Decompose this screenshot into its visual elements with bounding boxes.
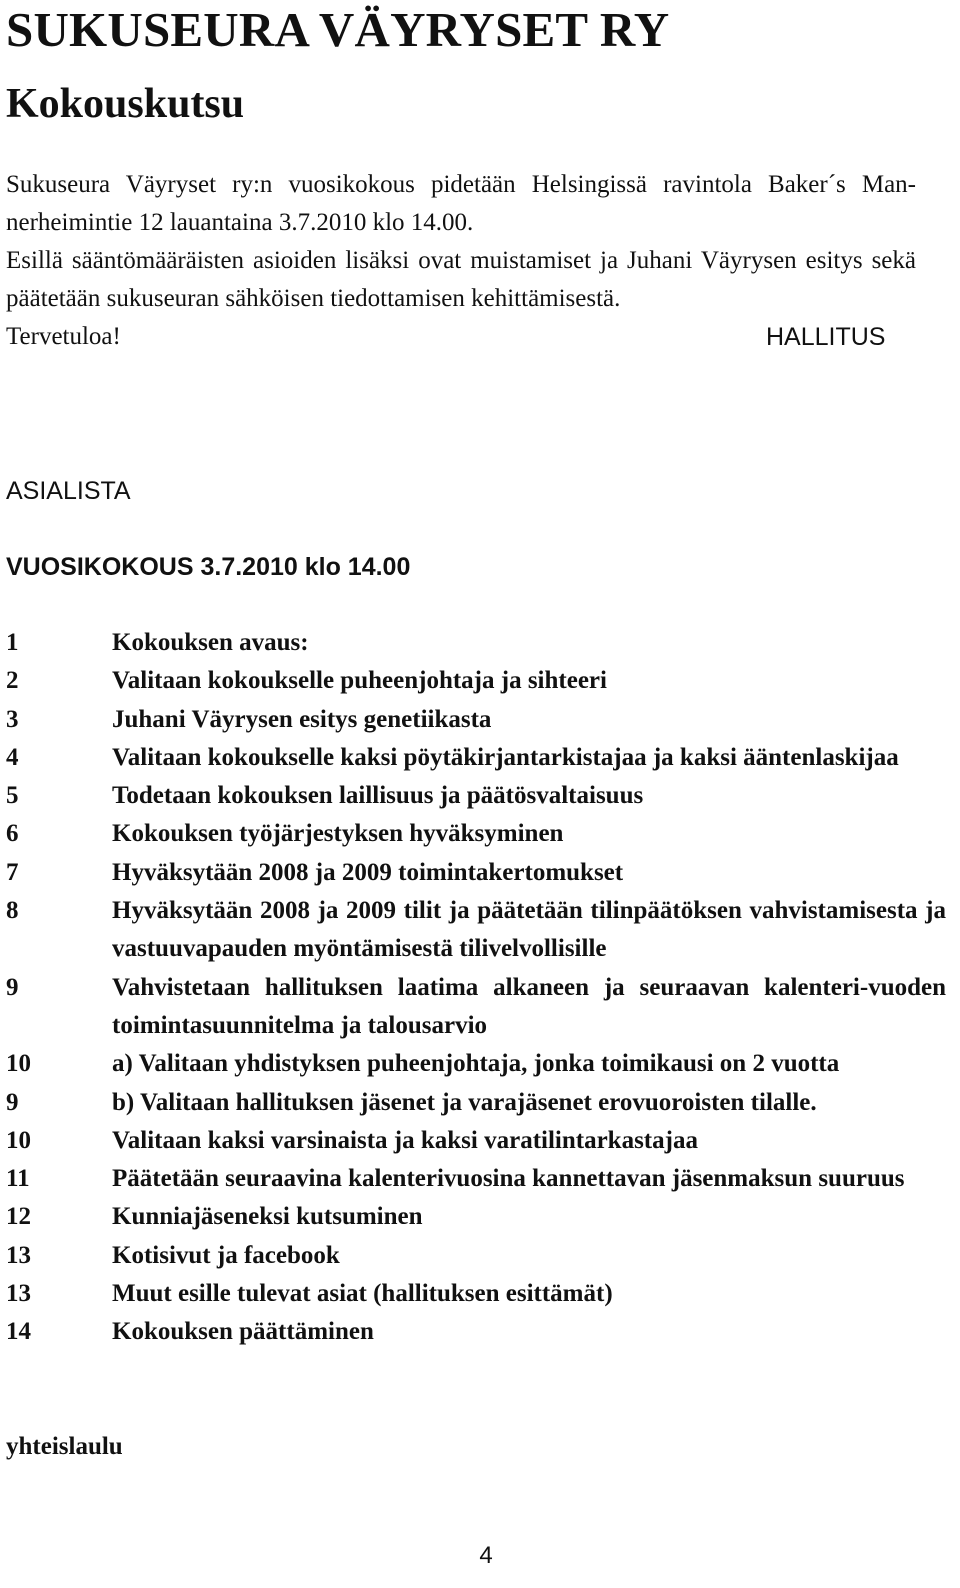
agenda-item-number: 13 <box>6 1280 31 1308</box>
agenda-list <box>6 624 946 1352</box>
agenda-heading: ASIALISTA <box>6 477 131 505</box>
agenda-item-text: Valitaan kokoukselle kaksi pöytäkirjantarkistajaa ja kaksi ääntenlaskijaa <box>112 743 899 771</box>
agenda-item-text: b) Valitaan hallituksen jäsenet ja varajäsenet erovuoroisten tilalle. <box>112 1088 817 1116</box>
agenda-item-number: 12 <box>6 1203 31 1231</box>
closing-note: yhteislaulu <box>6 1433 123 1460</box>
invitation-paragraph-2: Esillä sääntömääräisten asioiden lisäksi ovat muistamiset ja Juhani Väyrysen esitys sekä päätetään sukuseuran sähköisen tiedottamisen kehittämisestä. <box>6 247 916 312</box>
agenda-item <box>6 701 946 739</box>
agenda-item-number: 9 <box>6 1088 19 1116</box>
agenda-item-text: Kokouksen päättäminen <box>112 1318 374 1346</box>
agenda-item <box>6 815 946 853</box>
agenda-item-number: 8 <box>6 897 19 925</box>
page-number: 4 <box>479 1542 493 1569</box>
agenda-item <box>6 624 946 662</box>
welcome-text: Tervetuloa! <box>6 323 121 350</box>
agenda-item <box>6 854 946 892</box>
agenda-item <box>6 1084 946 1122</box>
agenda-item-text: a) Valitaan yhdistyksen puheenjohtaja, jonka toimikausi on 2 vuotta <box>112 1050 840 1078</box>
agenda-item-number: 10 <box>6 1126 31 1154</box>
agenda-item <box>6 1237 946 1275</box>
meeting-heading: VUOSIKOKOUS 3.7.2010 klo 14.00 <box>6 553 411 581</box>
agenda-item-number: 10 <box>6 1050 31 1078</box>
agenda-item-number: 13 <box>6 1241 31 1269</box>
invitation-text <box>6 166 916 318</box>
agenda-item <box>6 1275 946 1313</box>
agenda-item-number: 5 <box>6 782 19 810</box>
invitation-line-1: Sukuseura Väyryset ry:n vuosikokous pidetään Helsingissä ravintola Baker´s Man- <box>6 171 916 198</box>
agenda-item <box>6 777 946 815</box>
agenda-item-text: Todetaan kokouksen laillisuus ja päätösvaltaisuus <box>112 782 644 810</box>
agenda-item-text: Hyväksytään 2008 ja 2009 tilit ja päätetään tilinpäätöksen vahvistamisesta ja vastuuvapauden myöntämisestä tilivelvollisille <box>112 897 946 963</box>
invitation-line-2: nerheimintie 12 lauantaina 3.7.2010 klo 14.00. <box>6 209 474 236</box>
agenda-item-number: 1 <box>6 629 19 656</box>
agenda-item-text: Kokouksen avaus: <box>112 629 309 656</box>
agenda-item-text: Kokouksen työjärjestyksen hyväksyminen <box>112 820 564 848</box>
agenda-item-number: 4 <box>6 743 19 771</box>
agenda-item-text: Valitaan kokoukselle puheenjohtaja ja sihteeri <box>112 667 607 695</box>
agenda-item-number: 6 <box>6 820 19 848</box>
welcome-row <box>6 318 906 356</box>
agenda-item-text: Juhani Väyrysen esitys genetiikasta <box>112 705 492 733</box>
agenda-item <box>6 1313 946 1351</box>
agenda-item-number: 3 <box>6 705 19 733</box>
organization-title: SUKUSEURA VÄYRYSET RY <box>6 2 670 57</box>
agenda-item <box>6 739 946 777</box>
agenda-item-text: Vahvistetaan hallituksen laatima alkaneen ja seuraavan kalenteri-vuoden toimintasuunnitelma ja talousarvio <box>112 973 946 1039</box>
agenda-item <box>6 662 946 700</box>
agenda-item-number: 14 <box>6 1318 31 1346</box>
agenda-item <box>6 969 946 1046</box>
agenda-item <box>6 1122 946 1160</box>
agenda-item <box>6 1198 946 1236</box>
agenda-item-number: 11 <box>6 1165 30 1193</box>
agenda-item-text: Kunniajäseneksi kutsuminen <box>112 1203 423 1231</box>
board-signature: HALLITUS <box>766 323 886 351</box>
agenda-item-text: Hyväksytään 2008 ja 2009 toimintakertomukset <box>112 858 624 886</box>
agenda-item-text: Muut esille tulevat asiat (hallituksen esittämät) <box>112 1280 613 1308</box>
invitation-paragraph-1 <box>6 166 916 242</box>
agenda-item-number: 9 <box>6 973 19 1001</box>
agenda-item-number: 7 <box>6 858 19 886</box>
agenda-item-text: Valitaan kaksi varsinaista ja kaksi varatilintarkastajaa <box>112 1126 698 1154</box>
agenda-item <box>6 1045 946 1083</box>
agenda-item-text: Kotisivut ja facebook <box>112 1241 340 1269</box>
agenda-item-text: Päätetään seuraavina kalenterivuosina kannettavan jäsenmaksun suuruus <box>112 1165 905 1193</box>
agenda-item <box>6 892 946 969</box>
agenda-item-number: 2 <box>6 667 19 695</box>
agenda-item <box>6 1160 946 1198</box>
document-title: Kokouskutsu <box>6 81 245 127</box>
